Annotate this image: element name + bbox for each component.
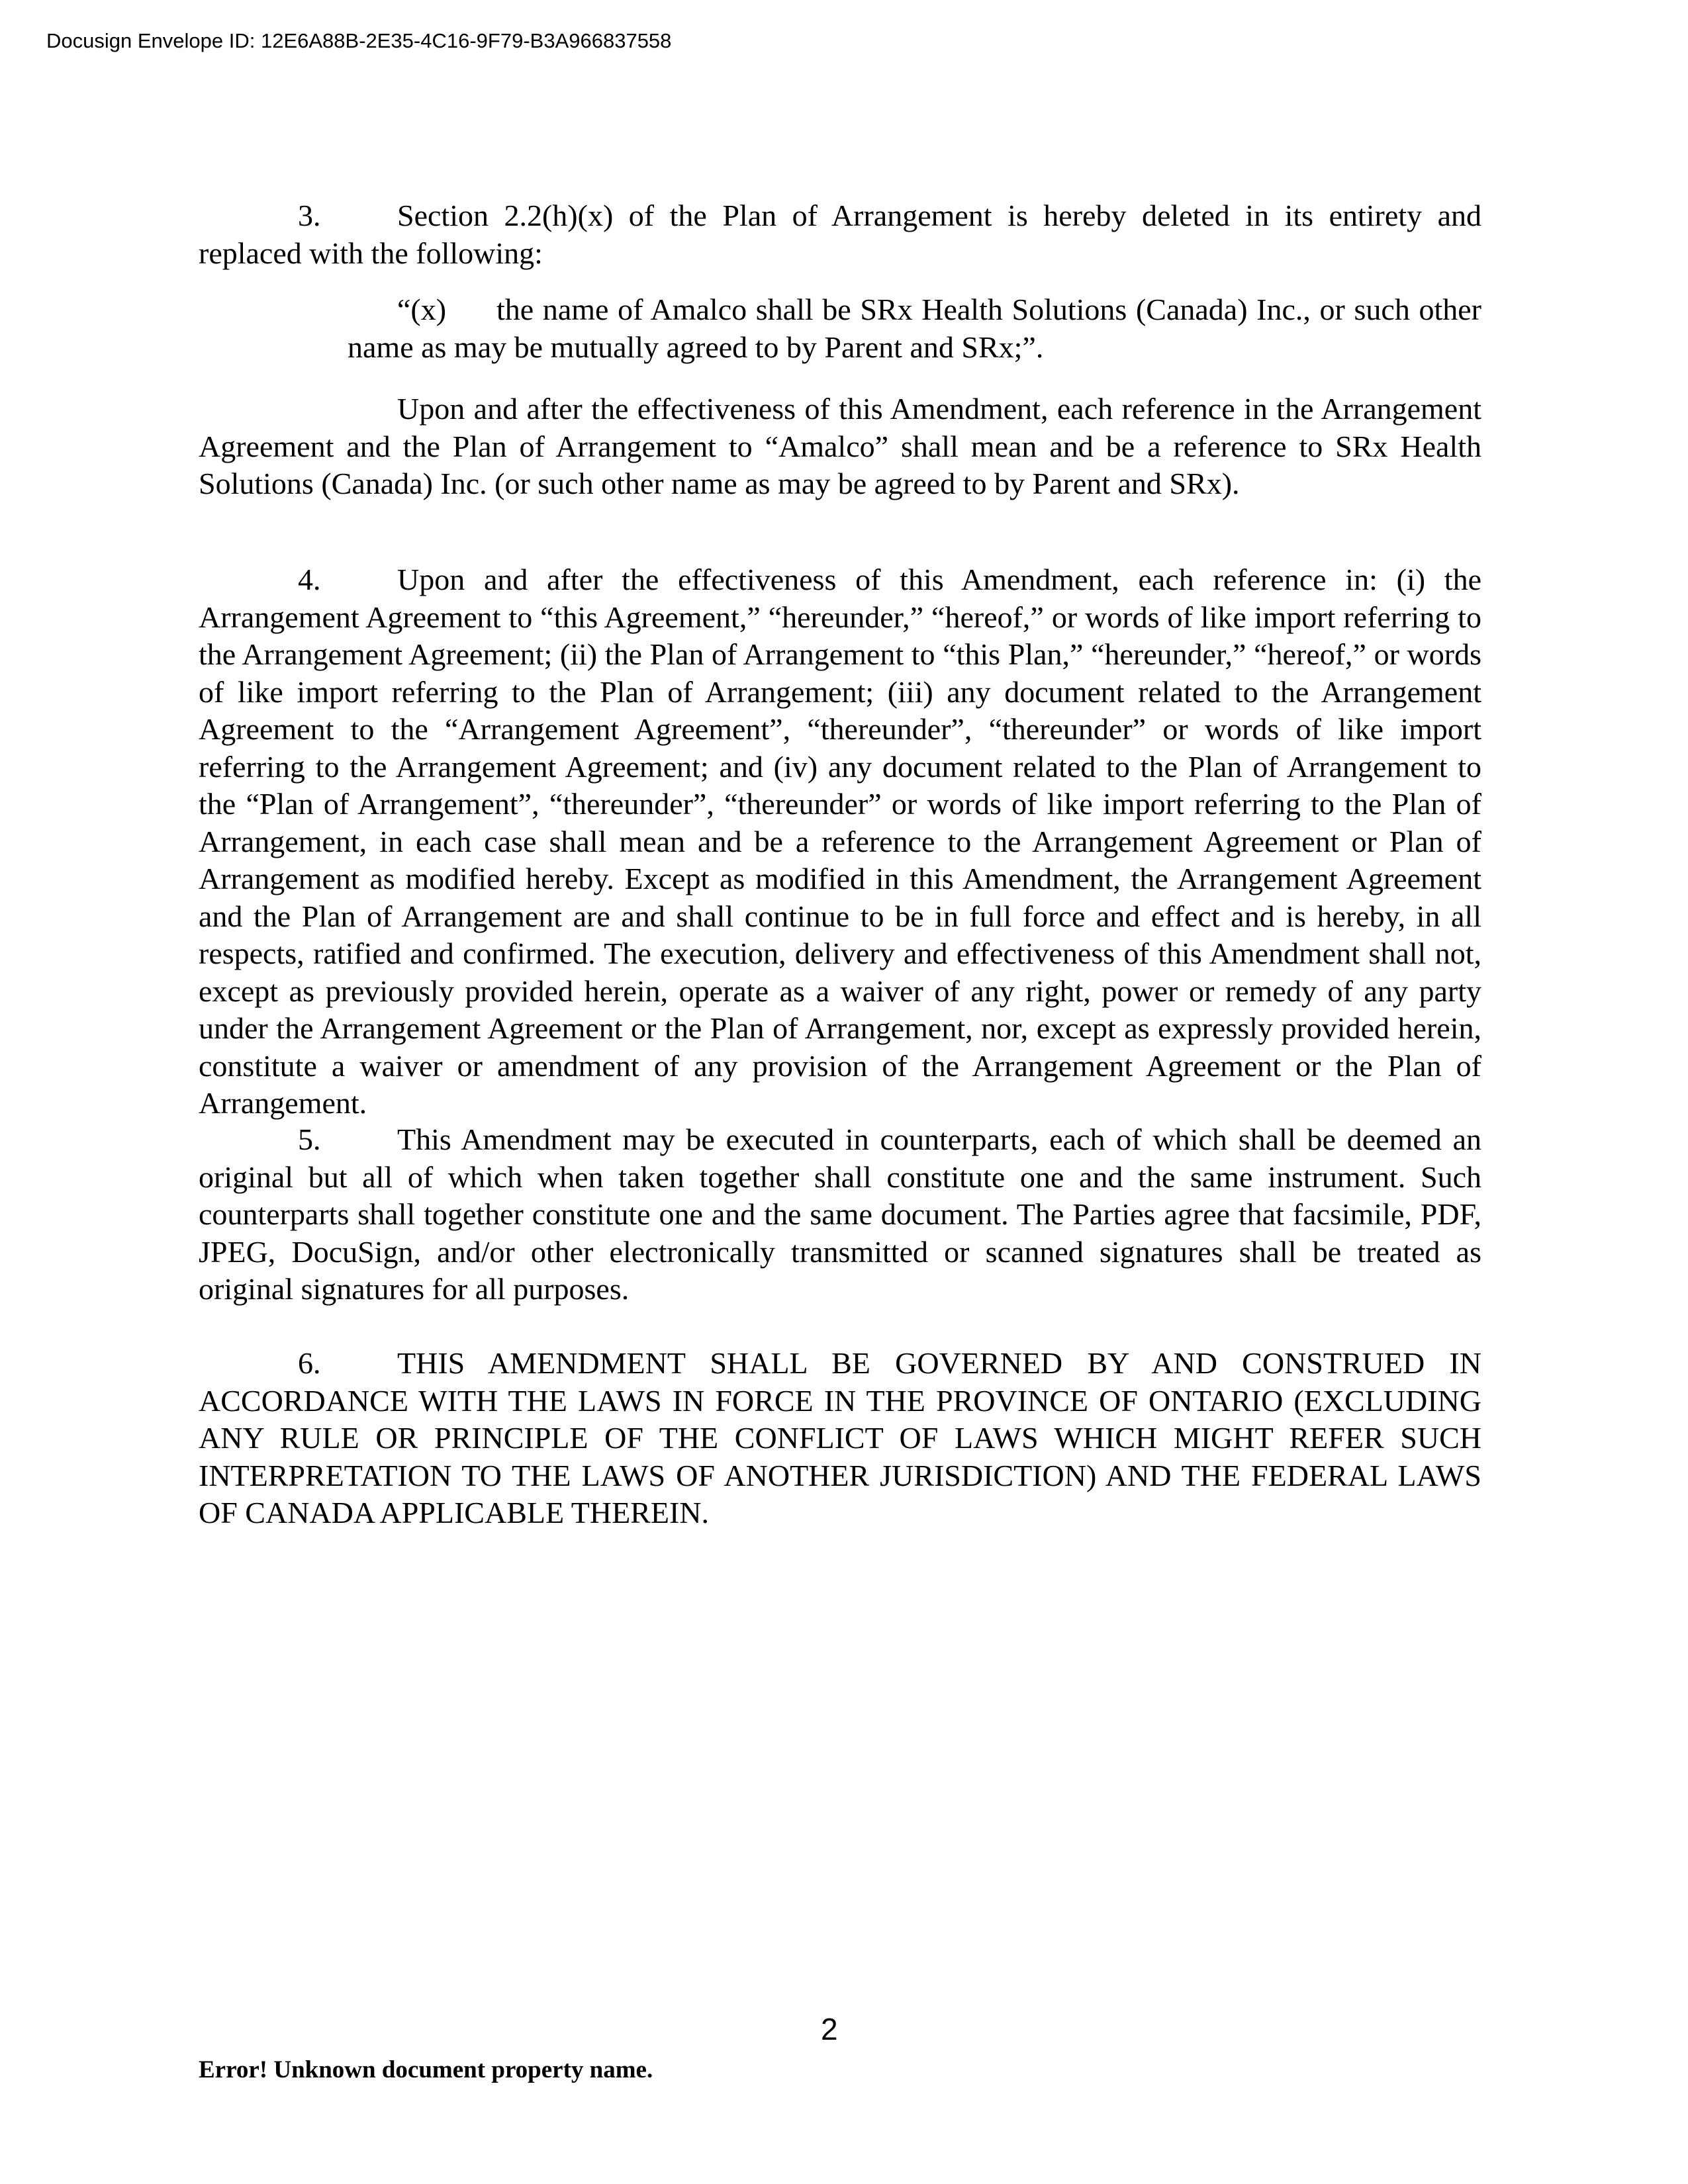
section-3-followup: Upon and after the effectiveness of this Amendment, each reference in the Arrangement Agreement and the Plan of Arrangement to “Amalco” shall mean and be a reference to SRx Health Solutions (Canada) Inc. (or such other name as may be agreed to by Parent and SRx).	[199, 392, 1481, 500]
section-5-paragraph	[199, 1121, 1481, 1308]
section-3-number: 3.	[298, 199, 321, 232]
section-6-paragraph	[199, 1345, 1481, 1532]
section-3-quote	[348, 291, 1481, 366]
section-3-quote-text: the name of Amalco shall be SRx Health Solutions (Canada) Inc., or such other name as may be mutually agreed to by Parent and SRx;”.	[348, 293, 1481, 364]
page-number: 2	[821, 2012, 838, 2046]
section-5-text: This Amendment may be executed in counterparts, each of which shall be deemed an original but all of which when taken together shall constitute one and the same instrument. Such counterparts shall together constitute one and the same document. The Parties agree that facsimile, PDF, JPEG, DocuSign, and/or other electronically transmitted or scanned signatures shall be treated as original signatures for all purposes.	[199, 1122, 1481, 1306]
section-5-number: 5.	[298, 1122, 321, 1156]
section-6-number: 6.	[298, 1346, 321, 1380]
section-3-quote-lead: “(x)	[397, 293, 447, 326]
footer-error-text: Error! Unknown document property name.	[199, 2056, 653, 2083]
section-4-number: 4.	[298, 563, 321, 596]
section-4-text: Upon and after the effectiveness of this Amendment, each reference in: (i) the Arrangement Agreement to “this Agreement,” “hereunder,” “hereof,” or words of like import referring to the Arrangement Agreement; (ii) the Plan of Arrangement to “this Plan,” “hereunder,” “hereof,” or words of like import referring to the Plan of Arrangement; (iii) any document related to the Arrangement Agreement to the “Arrangement Agreement”, “thereunder”, “thereunder” or words of like import referring to the Arrangement Agreement; and (iv) any document related to the Plan of Arrangement to the “Plan of Arrangement”, “thereunder”, “thereunder” or words of like import referring to the Plan of Arrangement, in each case shall mean and be a reference to the Arrangement Agreement or Plan of Arrangement as modified hereby. Except as modified in this Amendment, the Arrangement Agreement and the Plan of Arrangement are and shall continue to be in full force and effect and is hereby, in all respects, ratified and confirmed. The execution, delivery and effectiveness of this Amendment shall not, except as previously provided herein, operate as a waiver of any right, power or remedy of any party under the Arrangement Agreement or the Plan of Arrangement, nor, except as expressly provided herein, constitute a waiver or amendment of any provision of the Arrangement Agreement or the Plan of Arrangement.	[199, 563, 1481, 1120]
section-3-text: Section 2.2(h)(x) of the Plan of Arrangement is hereby deleted in its entirety and replaced with the following:	[199, 199, 1481, 270]
section-4-paragraph	[199, 561, 1481, 1122]
section-3-paragraph	[199, 197, 1481, 272]
section-6-text: THIS AMENDMENT SHALL BE GOVERNED BY AND CONSTRUED IN ACCORDANCE WITH THE LAWS IN FORCE IN THE PROVINCE OF ONTARIO (EXCLUDING ANY RULE OR PRINCIPLE OF THE CONFLICT OF LAWS WHICH MIGHT REFER SUCH INTERPRETATION TO THE LAWS OF ANOTHER JURISDICTION) AND THE FEDERAL LAWS OF CANADA APPLICABLE THEREIN.	[199, 1346, 1481, 1529]
docusign-envelope-id: Docusign Envelope ID: 12E6A88B-2E35-4C16-9F79-B3A966837558	[46, 29, 672, 52]
